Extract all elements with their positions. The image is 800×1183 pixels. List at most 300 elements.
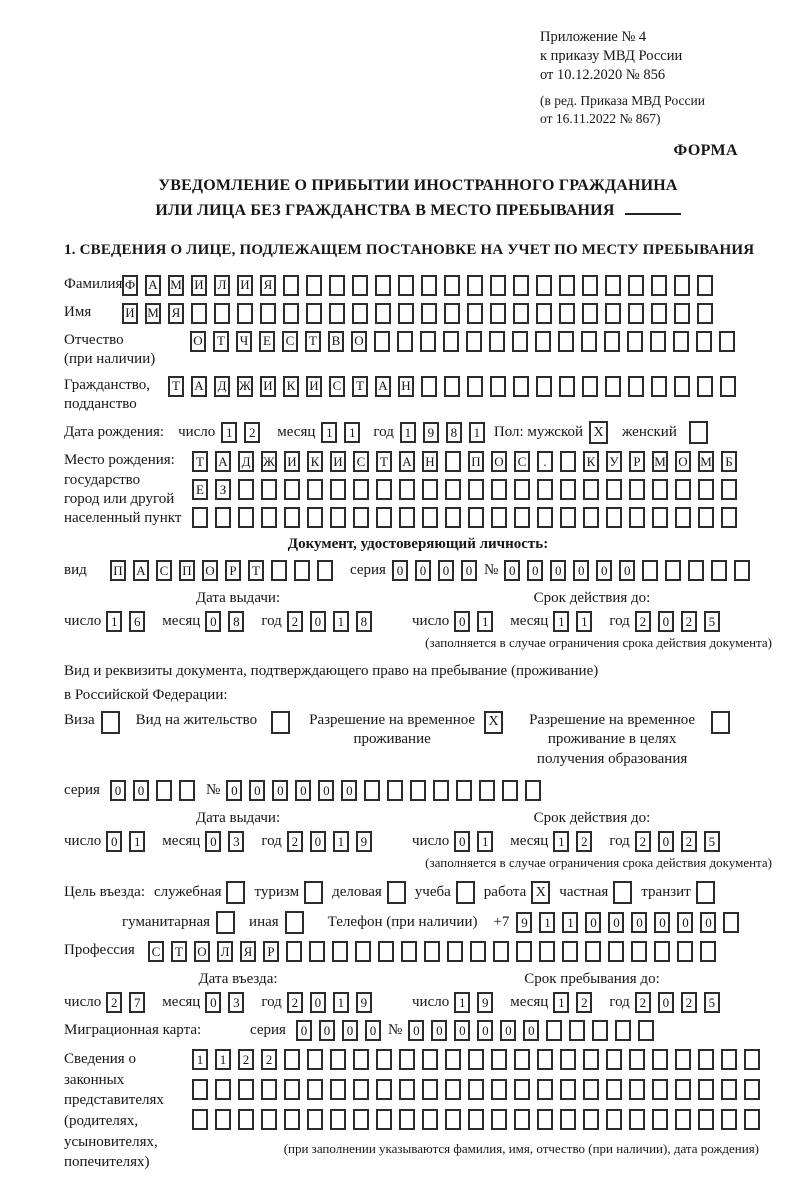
char-box[interactable]	[537, 1049, 553, 1070]
char-box[interactable]	[721, 1049, 737, 1070]
char-box[interactable]	[629, 479, 645, 500]
char-box[interactable]: 0	[408, 1020, 424, 1041]
char-box[interactable]	[698, 479, 714, 500]
char-box[interactable]: Л	[217, 941, 233, 962]
char-box[interactable]	[696, 331, 712, 352]
char-box[interactable]	[569, 1020, 585, 1041]
char-box[interactable]	[512, 331, 528, 352]
char-box[interactable]	[307, 1109, 323, 1130]
char-box[interactable]	[560, 1109, 576, 1130]
char-box[interactable]	[179, 780, 195, 801]
char-box[interactable]	[399, 1049, 415, 1070]
char-box[interactable]	[605, 275, 621, 296]
char-box[interactable]	[606, 507, 622, 528]
char-box[interactable]: 0	[677, 912, 693, 933]
char-box[interactable]	[353, 1079, 369, 1100]
char-box[interactable]	[490, 303, 506, 324]
char-box[interactable]	[719, 331, 735, 352]
char-box[interactable]	[537, 507, 553, 528]
char-box[interactable]	[387, 780, 403, 801]
char-box[interactable]: К	[307, 451, 323, 472]
char-box[interactable]: 5	[704, 611, 720, 632]
char-box[interactable]: 0	[415, 560, 431, 581]
char-box[interactable]	[422, 479, 438, 500]
purpose-tourism-checkbox[interactable]	[304, 881, 323, 904]
char-box[interactable]: 1	[576, 611, 592, 632]
char-box[interactable]: С	[282, 331, 298, 352]
char-box[interactable]	[583, 507, 599, 528]
char-box[interactable]	[468, 1049, 484, 1070]
char-box[interactable]	[697, 303, 713, 324]
char-box[interactable]	[491, 1109, 507, 1130]
char-box[interactable]: 3	[228, 831, 244, 852]
char-box[interactable]	[286, 941, 302, 962]
visa-checkbox[interactable]	[101, 711, 120, 734]
char-box[interactable]	[445, 479, 461, 500]
char-box[interactable]	[559, 303, 575, 324]
char-box[interactable]	[330, 1109, 346, 1130]
char-box[interactable]	[353, 1109, 369, 1130]
char-box[interactable]	[399, 1109, 415, 1130]
char-box[interactable]	[306, 275, 322, 296]
char-box[interactable]	[583, 1079, 599, 1100]
char-box[interactable]: 0	[438, 560, 454, 581]
char-box[interactable]	[744, 1079, 760, 1100]
char-box[interactable]	[445, 507, 461, 528]
char-box[interactable]	[238, 507, 254, 528]
char-box[interactable]: 0	[205, 831, 221, 852]
char-box[interactable]: Л	[214, 275, 230, 296]
purpose-work-checkbox[interactable]: X	[531, 881, 550, 904]
char-box[interactable]: 0	[573, 560, 589, 581]
char-box[interactable]	[215, 1079, 231, 1100]
char-box[interactable]: М	[168, 275, 184, 296]
char-box[interactable]	[491, 507, 507, 528]
char-box[interactable]: 0	[550, 560, 566, 581]
char-box[interactable]: О	[675, 451, 691, 472]
char-box[interactable]	[514, 479, 530, 500]
char-box[interactable]: А	[399, 451, 415, 472]
char-box[interactable]	[629, 1109, 645, 1130]
char-box[interactable]	[445, 1049, 461, 1070]
char-box[interactable]	[491, 1079, 507, 1100]
char-box[interactable]	[652, 479, 668, 500]
char-box[interactable]	[744, 1109, 760, 1130]
char-box[interactable]: 9	[516, 912, 532, 933]
char-box[interactable]	[444, 303, 460, 324]
char-box[interactable]: А	[375, 376, 391, 397]
char-box[interactable]: Я	[260, 275, 276, 296]
char-box[interactable]	[560, 1079, 576, 1100]
char-box[interactable]	[490, 376, 506, 397]
char-box[interactable]	[424, 941, 440, 962]
char-box[interactable]	[539, 941, 555, 962]
char-box[interactable]: С	[353, 451, 369, 472]
char-box[interactable]	[376, 507, 392, 528]
char-box[interactable]: 0	[296, 1020, 312, 1041]
purpose-humanitarian-checkbox[interactable]	[216, 911, 235, 934]
char-box[interactable]	[283, 275, 299, 296]
char-box[interactable]	[490, 275, 506, 296]
char-box[interactable]	[559, 275, 575, 296]
char-box[interactable]: 0	[392, 560, 408, 581]
char-box[interactable]: 8	[228, 611, 244, 632]
char-box[interactable]: 2	[681, 831, 697, 852]
char-box[interactable]	[744, 1049, 760, 1070]
char-box[interactable]: 0	[319, 1020, 335, 1041]
char-box[interactable]: Т	[168, 376, 184, 397]
char-box[interactable]	[353, 1049, 369, 1070]
char-box[interactable]	[592, 1020, 608, 1041]
char-box[interactable]: 0	[341, 780, 357, 801]
char-box[interactable]: И	[122, 303, 138, 324]
char-box[interactable]: 0	[226, 780, 242, 801]
char-box[interactable]: 0	[310, 831, 326, 852]
char-box[interactable]: 9	[356, 831, 372, 852]
char-box[interactable]	[606, 1049, 622, 1070]
char-box[interactable]: 2	[635, 992, 651, 1013]
char-box[interactable]	[723, 912, 739, 933]
char-box[interactable]: Н	[422, 451, 438, 472]
char-box[interactable]	[514, 1079, 530, 1100]
char-box[interactable]: 0	[658, 992, 674, 1013]
purpose-study-checkbox[interactable]	[456, 881, 475, 904]
char-box[interactable]	[468, 479, 484, 500]
temp-residence-checkbox[interactable]: X	[484, 711, 503, 734]
char-box[interactable]: 2	[681, 992, 697, 1013]
char-box[interactable]	[271, 560, 287, 581]
char-box[interactable]: 1	[221, 422, 237, 443]
char-box[interactable]: Ч	[236, 331, 252, 352]
char-box[interactable]	[673, 331, 689, 352]
char-box[interactable]: 1	[333, 992, 349, 1013]
char-box[interactable]	[294, 560, 310, 581]
char-box[interactable]: 0	[585, 912, 601, 933]
char-box[interactable]: 1	[553, 992, 569, 1013]
char-box[interactable]	[585, 941, 601, 962]
char-box[interactable]: 0	[342, 1020, 358, 1041]
char-box[interactable]: 1	[192, 1049, 208, 1070]
char-box[interactable]	[536, 376, 552, 397]
char-box[interactable]: 3	[228, 992, 244, 1013]
char-box[interactable]	[675, 507, 691, 528]
char-box[interactable]	[421, 376, 437, 397]
char-box[interactable]	[353, 479, 369, 500]
char-box[interactable]: М	[698, 451, 714, 472]
char-box[interactable]: 0	[205, 611, 221, 632]
char-box[interactable]	[468, 507, 484, 528]
purpose-transit-checkbox[interactable]	[696, 881, 715, 904]
char-box[interactable]	[491, 1049, 507, 1070]
purpose-other-checkbox[interactable]	[285, 911, 304, 934]
char-box[interactable]	[238, 1109, 254, 1130]
char-box[interactable]	[398, 275, 414, 296]
char-box[interactable]	[628, 376, 644, 397]
char-box[interactable]: Т	[305, 331, 321, 352]
char-box[interactable]: А	[133, 560, 149, 581]
char-box[interactable]: 0	[654, 912, 670, 933]
char-box[interactable]	[698, 1109, 714, 1130]
char-box[interactable]: 0	[658, 611, 674, 632]
char-box[interactable]	[560, 479, 576, 500]
char-box[interactable]	[352, 303, 368, 324]
char-box[interactable]	[698, 507, 714, 528]
char-box[interactable]	[654, 941, 670, 962]
char-box[interactable]	[445, 1109, 461, 1130]
char-box[interactable]: Б	[721, 451, 737, 472]
char-box[interactable]	[261, 507, 277, 528]
char-box[interactable]: И	[306, 376, 322, 397]
char-box[interactable]: 9	[423, 422, 439, 443]
char-box[interactable]: Ф	[122, 275, 138, 296]
char-box[interactable]	[560, 451, 576, 472]
char-box[interactable]: 7	[129, 992, 145, 1013]
char-box[interactable]: 1	[454, 992, 470, 1013]
char-box[interactable]: Т	[213, 331, 229, 352]
char-box[interactable]	[721, 479, 737, 500]
char-box[interactable]: 0	[527, 560, 543, 581]
char-box[interactable]: Д	[238, 451, 254, 472]
char-box[interactable]	[650, 331, 666, 352]
char-box[interactable]: Я	[168, 303, 184, 324]
char-box[interactable]	[535, 331, 551, 352]
char-box[interactable]	[398, 303, 414, 324]
char-box[interactable]: С	[329, 376, 345, 397]
char-box[interactable]	[652, 507, 668, 528]
char-box[interactable]	[307, 1079, 323, 1100]
char-box[interactable]: И	[284, 451, 300, 472]
char-box[interactable]	[352, 275, 368, 296]
char-box[interactable]: 0	[454, 1020, 470, 1041]
char-box[interactable]: Т	[376, 451, 392, 472]
char-box[interactable]: А	[191, 376, 207, 397]
char-box[interactable]: Т	[248, 560, 264, 581]
char-box[interactable]	[721, 507, 737, 528]
char-box[interactable]: 6	[129, 611, 145, 632]
char-box[interactable]	[628, 303, 644, 324]
char-box[interactable]: Р	[263, 941, 279, 962]
char-box[interactable]: Ж	[237, 376, 253, 397]
char-box[interactable]: Ж	[261, 451, 277, 472]
char-box[interactable]	[284, 1079, 300, 1100]
char-box[interactable]	[422, 1079, 438, 1100]
char-box[interactable]: К	[583, 451, 599, 472]
char-box[interactable]: 0	[631, 912, 647, 933]
char-box[interactable]: И	[191, 275, 207, 296]
char-box[interactable]	[330, 507, 346, 528]
char-box[interactable]	[525, 780, 541, 801]
char-box[interactable]: 0	[454, 611, 470, 632]
char-box[interactable]	[330, 479, 346, 500]
char-box[interactable]	[629, 1079, 645, 1100]
char-box[interactable]: 0	[454, 831, 470, 852]
char-box[interactable]	[558, 331, 574, 352]
char-box[interactable]	[332, 941, 348, 962]
char-box[interactable]	[606, 1079, 622, 1100]
char-box[interactable]: О	[351, 331, 367, 352]
char-box[interactable]	[422, 1109, 438, 1130]
char-box[interactable]: Е	[192, 479, 208, 500]
char-box[interactable]	[284, 1049, 300, 1070]
char-box[interactable]: 2	[244, 422, 260, 443]
char-box[interactable]: О	[194, 941, 210, 962]
char-box[interactable]: 1	[106, 611, 122, 632]
char-box[interactable]	[399, 479, 415, 500]
char-box[interactable]	[238, 479, 254, 500]
char-box[interactable]	[317, 560, 333, 581]
char-box[interactable]	[582, 376, 598, 397]
char-box[interactable]	[306, 303, 322, 324]
char-box[interactable]	[375, 275, 391, 296]
char-box[interactable]	[582, 303, 598, 324]
char-box[interactable]	[238, 1079, 254, 1100]
char-box[interactable]	[445, 1079, 461, 1100]
char-box[interactable]: 9	[477, 992, 493, 1013]
char-box[interactable]: У	[606, 451, 622, 472]
char-box[interactable]	[466, 331, 482, 352]
char-box[interactable]	[422, 1049, 438, 1070]
char-box[interactable]	[514, 1049, 530, 1070]
char-box[interactable]	[399, 507, 415, 528]
char-box[interactable]	[582, 275, 598, 296]
char-box[interactable]	[560, 1049, 576, 1070]
char-box[interactable]	[467, 275, 483, 296]
char-box[interactable]: 0	[110, 780, 126, 801]
char-box[interactable]	[652, 1109, 668, 1130]
char-box[interactable]	[721, 1109, 737, 1130]
char-box[interactable]	[447, 941, 463, 962]
char-box[interactable]	[470, 941, 486, 962]
char-box[interactable]: П	[179, 560, 195, 581]
char-box[interactable]: 1	[477, 611, 493, 632]
purpose-official-checkbox[interactable]	[226, 881, 245, 904]
char-box[interactable]: 0	[461, 560, 477, 581]
char-box[interactable]: 0	[477, 1020, 493, 1041]
char-box[interactable]	[192, 1109, 208, 1130]
char-box[interactable]	[467, 376, 483, 397]
char-box[interactable]: М	[652, 451, 668, 472]
char-box[interactable]: 1	[333, 611, 349, 632]
char-box[interactable]	[583, 479, 599, 500]
purpose-private-checkbox[interactable]	[613, 881, 632, 904]
char-box[interactable]: 2	[106, 992, 122, 1013]
char-box[interactable]: 1	[553, 611, 569, 632]
char-box[interactable]	[192, 1079, 208, 1100]
char-box[interactable]: 1	[539, 912, 555, 933]
char-box[interactable]	[698, 1079, 714, 1100]
char-box[interactable]	[445, 451, 461, 472]
temp-residence-education-checkbox[interactable]	[711, 711, 730, 734]
char-box[interactable]: П	[110, 560, 126, 581]
char-box[interactable]	[214, 303, 230, 324]
char-box[interactable]: 8	[446, 422, 462, 443]
char-box[interactable]	[605, 303, 621, 324]
char-box[interactable]: 2	[287, 831, 303, 852]
char-box[interactable]: 0	[700, 912, 716, 933]
char-box[interactable]	[493, 941, 509, 962]
char-box[interactable]	[375, 303, 391, 324]
char-box[interactable]	[536, 275, 552, 296]
char-box[interactable]: 0	[106, 831, 122, 852]
char-box[interactable]	[631, 941, 647, 962]
char-box[interactable]	[665, 560, 681, 581]
sex-male-checkbox[interactable]: X	[589, 421, 608, 444]
char-box[interactable]	[513, 275, 529, 296]
char-box[interactable]	[514, 1109, 530, 1130]
char-box[interactable]: К	[283, 376, 299, 397]
char-box[interactable]: З	[215, 479, 231, 500]
char-box[interactable]	[513, 303, 529, 324]
char-box[interactable]	[376, 1109, 392, 1130]
char-box[interactable]: 0	[249, 780, 265, 801]
char-box[interactable]: 2	[635, 611, 651, 632]
char-box[interactable]	[307, 1049, 323, 1070]
char-box[interactable]: И	[260, 376, 276, 397]
char-box[interactable]: 1	[562, 912, 578, 933]
char-box[interactable]	[401, 941, 417, 962]
char-box[interactable]	[651, 303, 667, 324]
char-box[interactable]: 1	[129, 831, 145, 852]
char-box[interactable]	[606, 1109, 622, 1130]
char-box[interactable]	[604, 331, 620, 352]
char-box[interactable]: 1	[553, 831, 569, 852]
char-box[interactable]	[513, 376, 529, 397]
char-box[interactable]	[651, 376, 667, 397]
char-box[interactable]	[677, 941, 693, 962]
char-box[interactable]	[721, 1079, 737, 1100]
char-box[interactable]	[700, 941, 716, 962]
char-box[interactable]	[364, 780, 380, 801]
char-box[interactable]	[376, 479, 392, 500]
char-box[interactable]	[711, 560, 727, 581]
char-box[interactable]: 8	[356, 611, 372, 632]
char-box[interactable]	[397, 331, 413, 352]
char-box[interactable]	[376, 1049, 392, 1070]
char-box[interactable]	[516, 941, 532, 962]
char-box[interactable]: .	[537, 451, 553, 472]
char-box[interactable]: 2	[287, 992, 303, 1013]
char-box[interactable]	[606, 479, 622, 500]
char-box[interactable]	[307, 507, 323, 528]
char-box[interactable]	[698, 1049, 714, 1070]
char-box[interactable]: М	[145, 303, 161, 324]
char-box[interactable]	[421, 275, 437, 296]
char-box[interactable]	[536, 303, 552, 324]
char-box[interactable]: 0	[133, 780, 149, 801]
char-box[interactable]	[378, 941, 394, 962]
char-box[interactable]	[581, 331, 597, 352]
char-box[interactable]: Р	[225, 560, 241, 581]
char-box[interactable]	[467, 303, 483, 324]
char-box[interactable]	[420, 331, 436, 352]
char-box[interactable]	[260, 303, 276, 324]
char-box[interactable]	[215, 1109, 231, 1130]
char-box[interactable]: 5	[704, 992, 720, 1013]
char-box[interactable]: 2	[287, 611, 303, 632]
char-box[interactable]	[261, 1109, 277, 1130]
char-box[interactable]	[444, 275, 460, 296]
char-box[interactable]: 0	[500, 1020, 516, 1041]
char-box[interactable]: 0	[310, 992, 326, 1013]
char-box[interactable]: 0	[318, 780, 334, 801]
char-box[interactable]: 2	[576, 992, 592, 1013]
char-box[interactable]: 1	[215, 1049, 231, 1070]
char-box[interactable]	[675, 1049, 691, 1070]
char-box[interactable]	[608, 941, 624, 962]
char-box[interactable]: И	[330, 451, 346, 472]
char-box[interactable]: 0	[608, 912, 624, 933]
char-box[interactable]: Д	[214, 376, 230, 397]
